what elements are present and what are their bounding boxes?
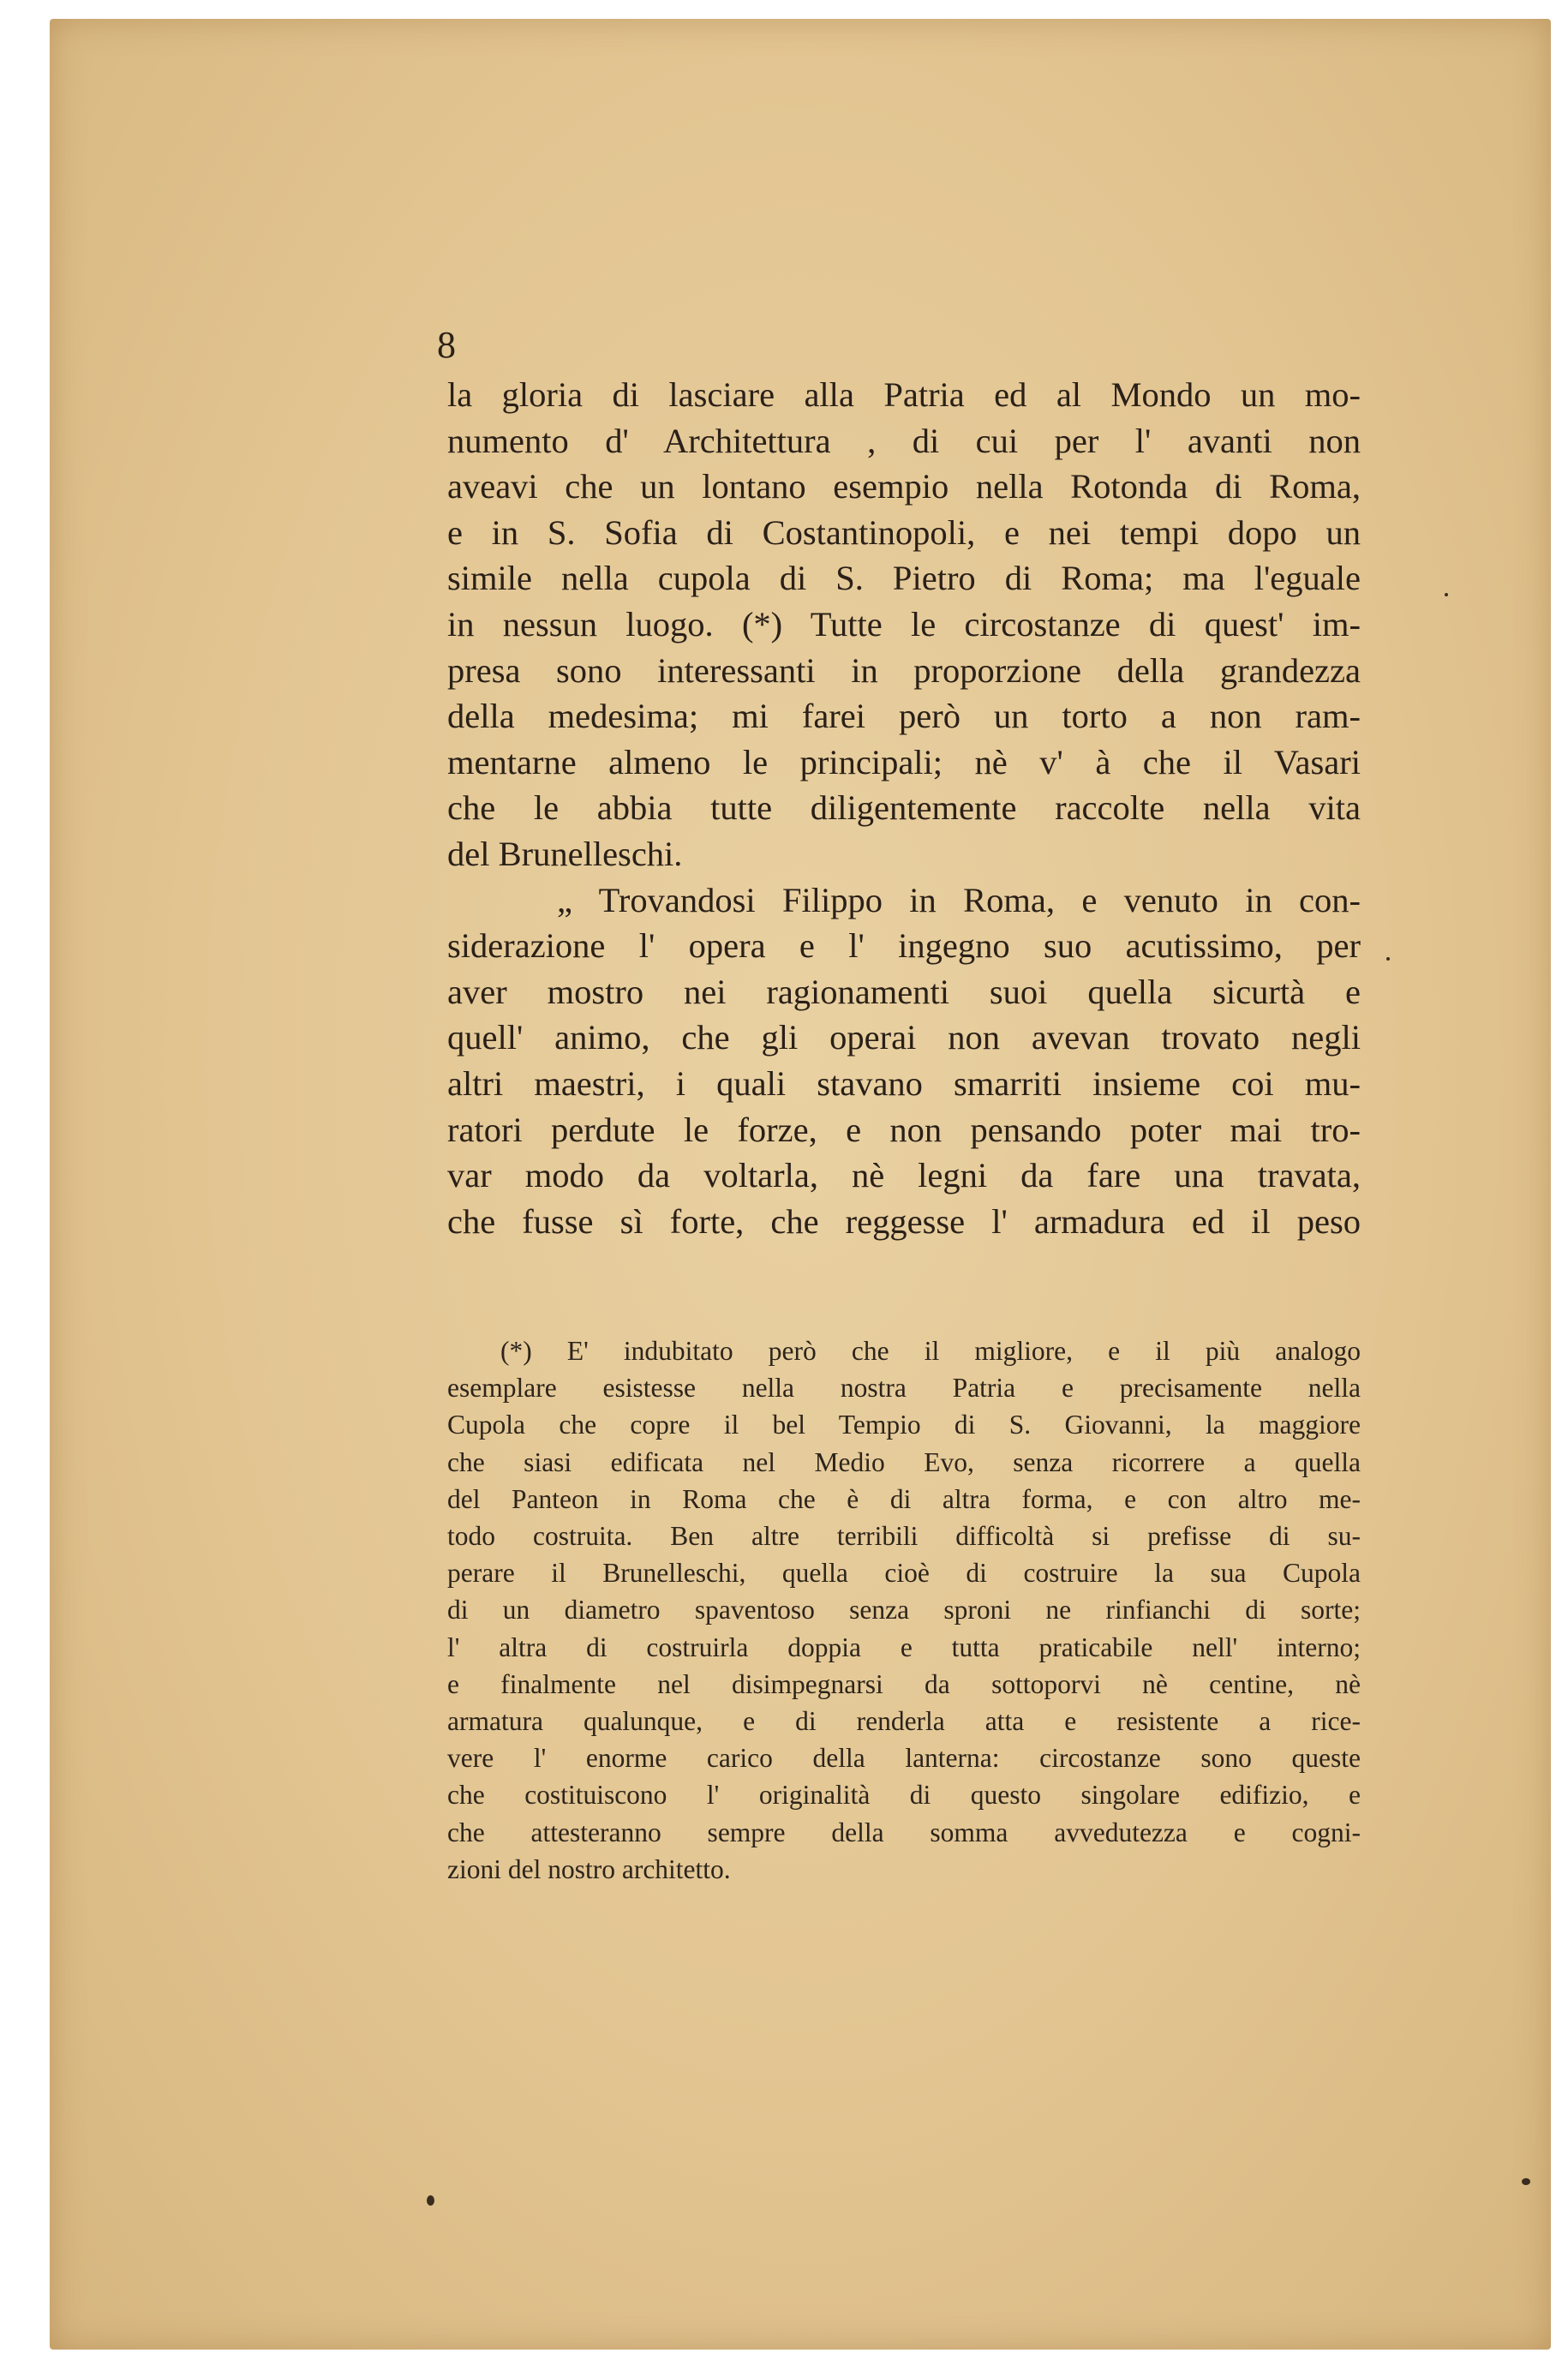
main-text (447, 372, 1361, 1244)
ink-speck (427, 2195, 434, 2206)
text-line: quell' animo, che gli operai non avevan trovato negli (447, 1018, 1361, 1057)
footnote-line: che siasi edificata nel Medio Evo, senza ricorrere a quella (447, 1446, 1361, 1477)
footnote-line: l' altra di costruirla doppia e tutta praticabile nell' interno; (447, 1632, 1361, 1662)
text-line: presa sono interessanti in proporzione della grandezza (447, 650, 1361, 690)
text-line: mentarne almeno le principali; nè v' à che il Vasari (447, 742, 1361, 781)
text-line: che le abbia tutte diligentemente raccolte nella vita (447, 788, 1361, 828)
paper-sheet (50, 19, 1551, 2350)
text-line: aveavi che un lontano esempio nella Rotonda di Roma, (447, 467, 1361, 506)
footnote-line: armatura qualunque, e di renderla atta e resistente a rice- (447, 1706, 1361, 1737)
ink-speck (1445, 593, 1448, 596)
text-line: siderazione l' opera e l' ingegno suo acutissimo, per (447, 926, 1361, 966)
text-line: simile nella cupola di S. Pietro di Roma; ma l'eguale (447, 559, 1361, 598)
footnote-line: perare il Brunelleschi, quella cioè di costruire la sua Cupola (447, 1558, 1361, 1589)
text-line: della medesima; mi farei però un torto a non ram- (447, 697, 1361, 736)
footnote-line: vere l' enorme carico della lanterna: circostanze sono queste (447, 1743, 1361, 1774)
footnote-line: e finalmente nel disimpegnarsi da sottoporvi nè centine, nè (447, 1668, 1361, 1699)
text-line: numento d' Architettura , di cui per l' avanti non (447, 421, 1361, 460)
text-line: altri maestri, i quali stavano smarriti insieme coi mu- (447, 1063, 1361, 1103)
page-number: 8 (437, 324, 456, 366)
footnote-line: di un diametro spaventoso senza sproni ne rinfianchi di sorte; (447, 1595, 1361, 1626)
text-line: „ Trovandosi Filippo in Roma, e venuto in con- (557, 880, 1361, 919)
ink-speck (1386, 957, 1390, 961)
footnote-line: che attesteranno sempre della somma avvedutezza e cogni- (447, 1817, 1361, 1847)
footnote-line: Cupola che copre il bel Tempio di S. Giovanni, la maggiore (447, 1410, 1361, 1440)
text-line: del Brunelleschi. (447, 834, 683, 873)
footnote-line: (*) E' indubitato però che il migliore, e il più analogo (500, 1336, 1361, 1366)
text-line: in nessun luogo. (*) Tutte le circostanze di quest' im- (447, 604, 1361, 644)
footnote-line: todo costruita. Ben altre terribili difficoltà si prefisse di su- (447, 1521, 1361, 1552)
text-line: e in S. Sofia di Costantinopoli, e nei tempi dopo un (447, 512, 1361, 552)
text-line: la gloria di lasciare alla Patria ed al Mondo un mo- (447, 375, 1361, 414)
text-line: che fusse sì forte, che reggesse l' armadura ed il peso (447, 1201, 1361, 1241)
footnote-line: zioni del nostro architetto. (447, 1853, 731, 1884)
text-line: var modo da voltarla, nè legni da fare una travata, (447, 1156, 1361, 1195)
text-line: ratori perdute le forze, e non pensando poter mai tro- (447, 1110, 1361, 1149)
footnote (447, 1332, 1361, 1888)
footnote-line: esemplare esistesse nella nostra Patria e precisamente nella (447, 1373, 1361, 1404)
ink-speck (1522, 2178, 1530, 2185)
text-line: aver mostro nei ragionamenti suoi quella sicurtà e (447, 972, 1361, 1011)
footnote-line: del Panteon in Roma che è di altra forma, e con altro me- (447, 1483, 1361, 1514)
footnote-line: che costituiscono l' originalità di questo singolare edifizio, e (447, 1780, 1361, 1811)
